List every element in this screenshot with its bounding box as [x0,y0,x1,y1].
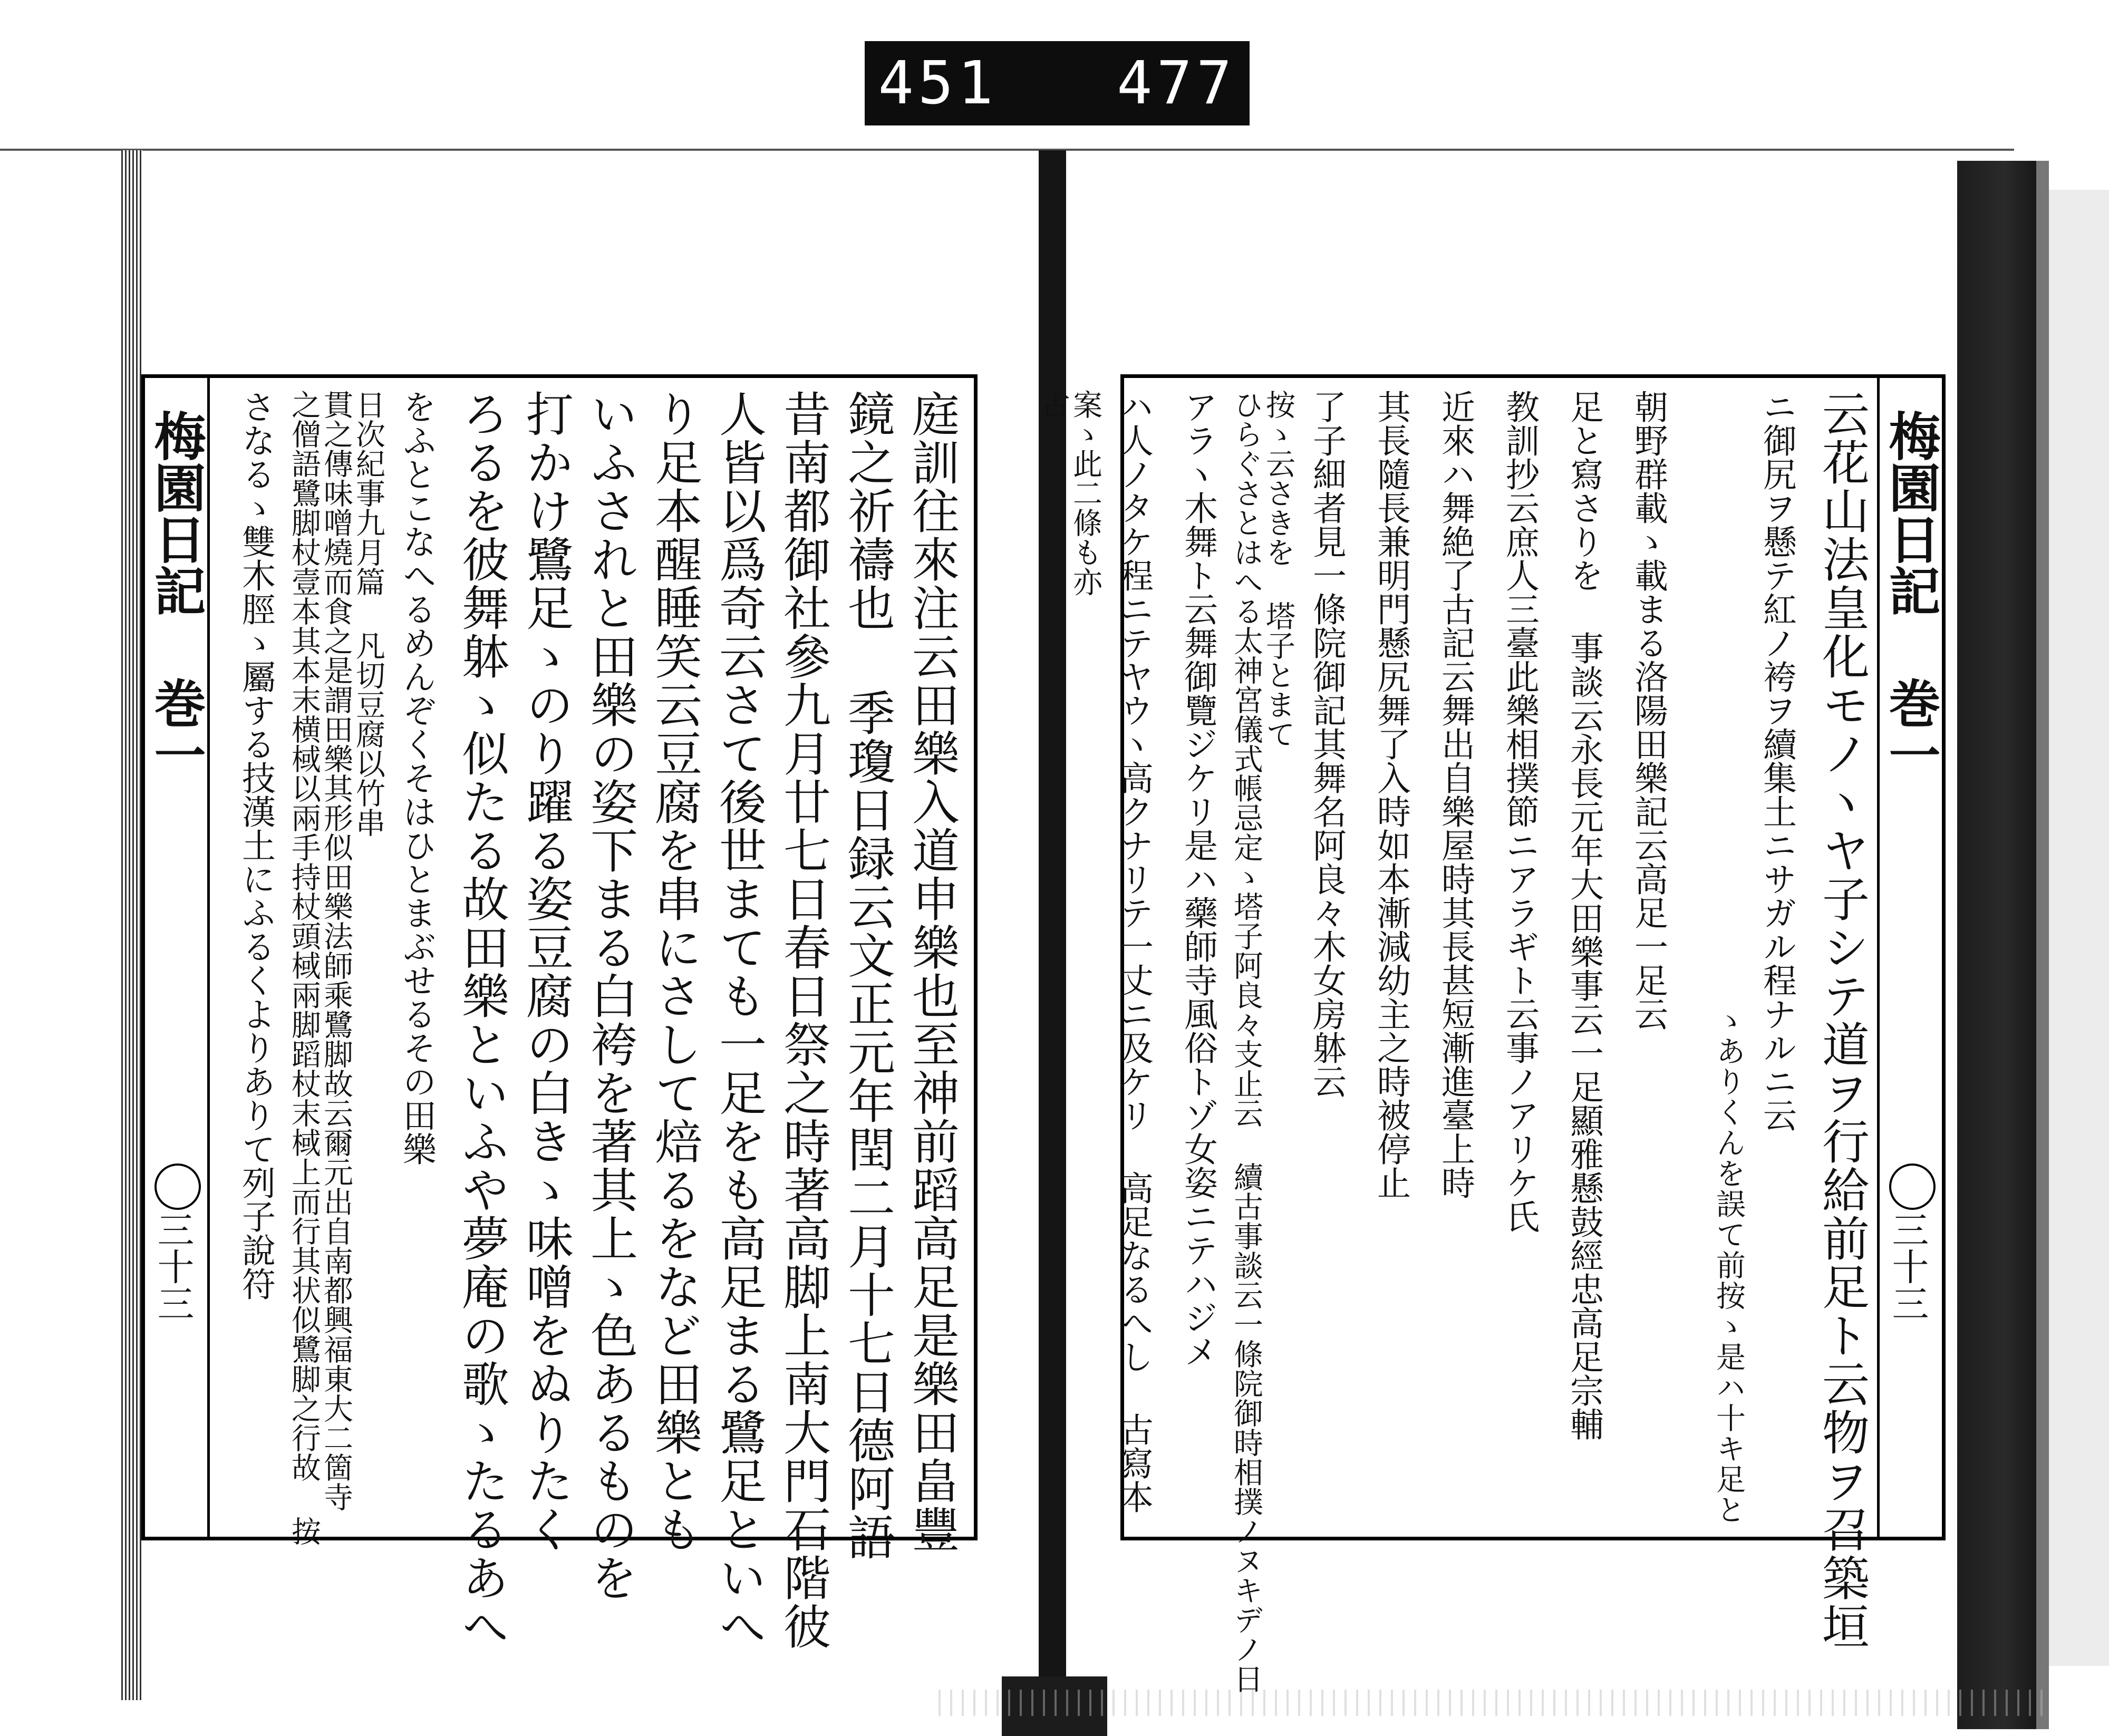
right-running-head: 梅園日記 巻一 [1880,410,1941,780]
label-left-number: 451 [878,49,998,118]
right-col-2-note [1680,390,1745,1525]
right-page-number: 三十三 [1886,1211,1929,1322]
label-right-number: 477 [1117,49,1236,118]
right-col-2-note-a: 按ゝ是ハ十キ足と [1711,1281,1746,1525]
left-page-frame [141,374,978,1651]
right-col-1-end: 古 [1036,390,1070,419]
top-edge-line [0,149,2014,151]
left-col-12: さなるゝ雙木脛ゝ屬する技漢土にふるくよりありて列子說符 [236,390,275,1301]
left-page-number: 三十三 [151,1211,195,1322]
left-running-head: 梅園日記 巻一 [146,410,206,780]
left-col-10: 貫之傳味噌燒而食之是謂田樂其形似田樂法師乘鷺脚故云爾元出自南都興福東大二箇寺 [319,390,353,1511]
left-page-edge [121,150,142,1700]
right-page-number-circle [1889,1163,1936,1210]
left-col-8: ろるを彼舞躰ゝ似たる故田樂といふや夢庵の歌ゝたるあへ [453,390,509,1651]
right-col-10: ハ人ノタケ程ニテヤウヽ高クナリテ一丈ニ及ケリ 高足なるへし 古寫本 [1114,390,1153,1514]
right-page-edge [2036,161,2049,1729]
archive-label [865,41,1250,125]
right-text-columns [1036,390,1873,1693]
right-col-7-note: 按ゝ云さきを 塔子とまて [1261,390,1295,749]
right-page-gutter [1877,378,1942,1537]
left-col-4: 人皆以爲奇云さて後世まても一足をも高足まる鷺足といへ [711,390,766,1651]
far-right-margin [2049,190,2109,1666]
left-col-9: をふとこなへるめんぞくそはひとまぶせるその田樂 [397,390,436,1166]
left-col-7: 打かけ鷺足ゝのり躍る姿豆腐の白きゝ味噌をぬりたく [518,390,573,1554]
left-col-6: いふされと田樂の姿下まる白袴を著其上ゝ色あるものを [582,390,637,1602]
right-col-8: ひらぐさとはへる太神宮儀式帳忌定ゝ塔子阿良々支止云 續古事談云一條院御時相撲ノヌキデノ日 [1229,390,1263,1693]
left-page-number-circle [154,1163,201,1210]
right-col-10-note: 案ゝ此二條も亦 [1068,390,1102,596]
right-col-3-side: 朝野群載ゝ載まる洛陽田樂記云高足一足云 [1629,390,1668,1031]
left-col-2: 鏡之祈禱也 季瓊日録云文正元年閏二月十七日德阿語 [839,390,895,1562]
left-col-1: 庭訓往來注云田樂入道申樂也至神前蹈高足是樂田畠豐 [904,390,959,1554]
right-col-4: 教訓抄云庶人三臺此樂相撲節ニアラギト云事ノアリケ氏 [1500,390,1539,1233]
right-col-2: ニ御尻ヲ懸テ紅ノ袴ヲ續集土ニサガル程ナルニ云 [1757,390,1796,1132]
right-col-3: 足と寫さりを 事談云永長元年大田樂事云一足顯雅懸鼓經忠高足宗輔 [1564,390,1603,1441]
right-page-frame [1036,374,1946,1693]
right-col-5: 近來ハ舞絶了古記云舞出自樂屋時其長甚短漸進臺上時 [1436,390,1475,1199]
right-col-2-note-b: ゝありくんを誤て前 [1711,1005,1746,1281]
left-col-9-note: 日次紀事九月篇 凡切豆腐以竹串 [351,390,385,837]
left-text-columns [211,390,963,1651]
left-page-gutter [145,378,210,1537]
right-col-6: 其長隨長兼明門懸尻舞了入時如本漸減幼主之時被停止 [1371,390,1410,1199]
right-book-cover [1957,161,2036,1729]
bottom-scan-noise [939,1690,2046,1716]
left-col-3: 昔南都御社參九月廿七日春日祭之時著高脚上南大門石階彼 [775,390,830,1651]
left-col-11: 之僧語鷺脚杖壹本其本末横棫以兩手持杖頭棫兩脚蹈杖末棫上而行其状似鷺脚之行故 按 [287,390,321,1546]
right-col-9: アラヽ木舞ト云舞御覽ジケリ是ハ藥師寺風俗トゾ女姿ニテハジメ [1178,390,1217,1368]
right-col-1: 云花山法皇化モノヽヤ子シテ道ヲ行給前足ト云物ヲ召築垣 [1814,390,1869,1651]
left-col-5: り足本醒睡笑云豆腐を串にさして焙るをなど田樂とも [646,390,702,1554]
right-col-7: 了子細者見一條院御記其舞名阿良々木女房躰云 [1307,390,1346,1098]
